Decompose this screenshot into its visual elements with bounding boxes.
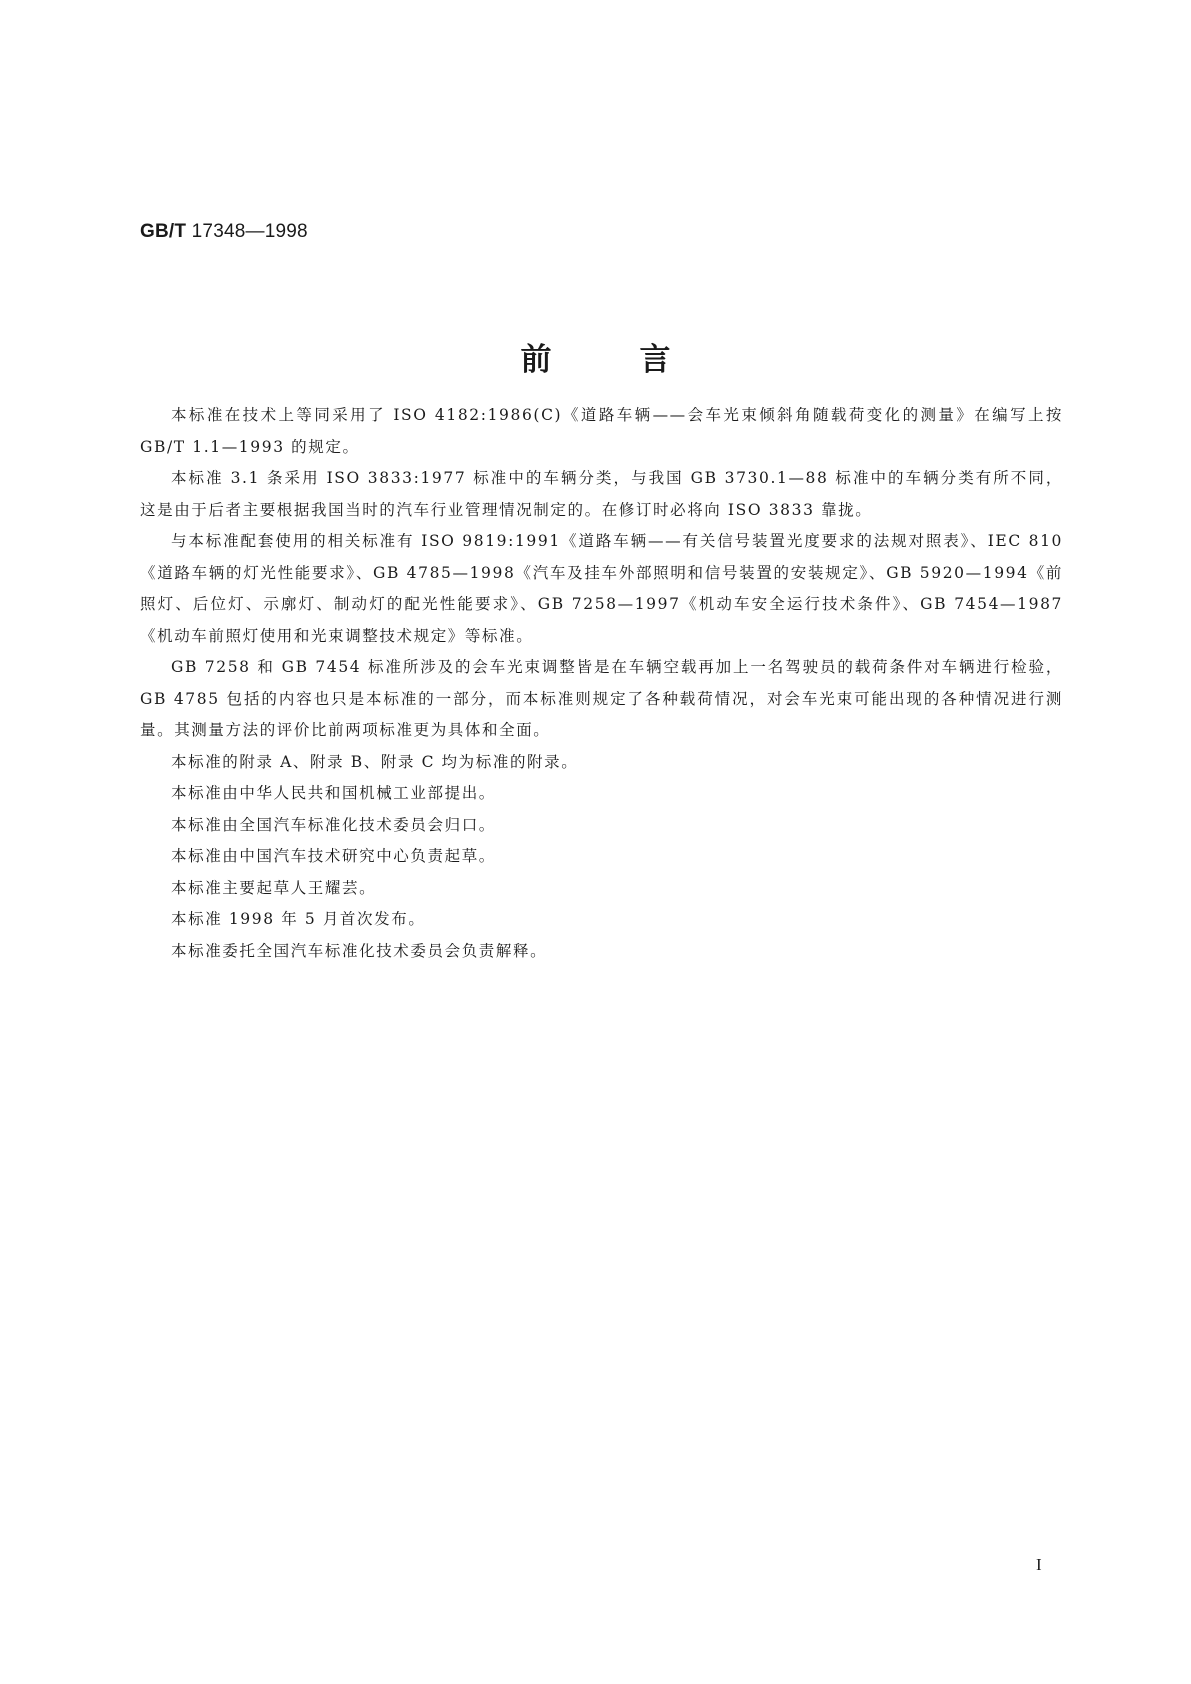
paragraph: 本标准在技术上等同采用了 ISO 4182:1986(C)《道路车辆——会车光束倾斜角随载荷变化的测量》在编写上按 GB/T 1.1—1993 的规定。 [140, 406, 1063, 456]
standard-prefix: GB/T [140, 221, 187, 242]
paragraph: GB 7258 和 GB 7454 标准所涉及的会车光束调整皆是在车辆空载再加上一名驾驶员的载荷条件对车辆进行检验，GB 4785 包括的内容也只是本标准的一部分，而本标准则规定了各种载荷情况，对会车光束可能出现的各种情况进行测量。其测量方法的评价比前两项标准更为具体和全面。 [140, 658, 1063, 739]
page-number: I [1036, 1555, 1042, 1574]
paragraph: 本标准由全国汽车标准化技术委员会归口。 [171, 815, 496, 834]
page-title: 前言 [520, 342, 759, 378]
paragraph: 本标准委托全国汽车标准化技术委员会负责解释。 [171, 941, 548, 960]
standard-code [140, 221, 308, 243]
paragraph: 本标准主要起草人王耀芸。 [171, 878, 377, 897]
paragraph: 本标准的附录 A、附录 B、附录 C 均为标准的附录。 [171, 752, 579, 771]
paragraph: 本标准 1998 年 5 月首次发布。 [171, 910, 426, 928]
paragraph: 本标准 3.1 条采用 ISO 3833:1977 标准中的车辆分类，与我国 GB 3730.1—88 标准中的车辆分类有所不同，这是由于后者主要根据我国当时的汽车行业管理情况制定的。在修订时必将向 ISO 3833 靠拢。 [140, 469, 1063, 519]
paragraph: 本标准由中华人民共和国机械工业部提出。 [171, 784, 496, 802]
paragraph: 与本标准配套使用的相关标准有 ISO 9819:1991《道路车辆——有关信号装置光度要求的法规对照表》、IEC 810《道路车辆的灯光性能要求》、GB 4785—1998《汽车及挂车外部照明和信号装置的安装规定》、GB 5920—1994《前照灯、后位灯、示廓灯、制动灯的配光性能要求》、GB 7258—1997《机动车安全运行技术条件》、GB 7454—1987《机动车前照灯使用和光束调整技术规定》等标准。 [140, 532, 1063, 645]
standard-number: 17348—1998 [186, 221, 308, 242]
paragraph: 本标准由中国汽车技术研究中心负责起草。 [171, 847, 496, 865]
foreword-body [140, 400, 1063, 967]
